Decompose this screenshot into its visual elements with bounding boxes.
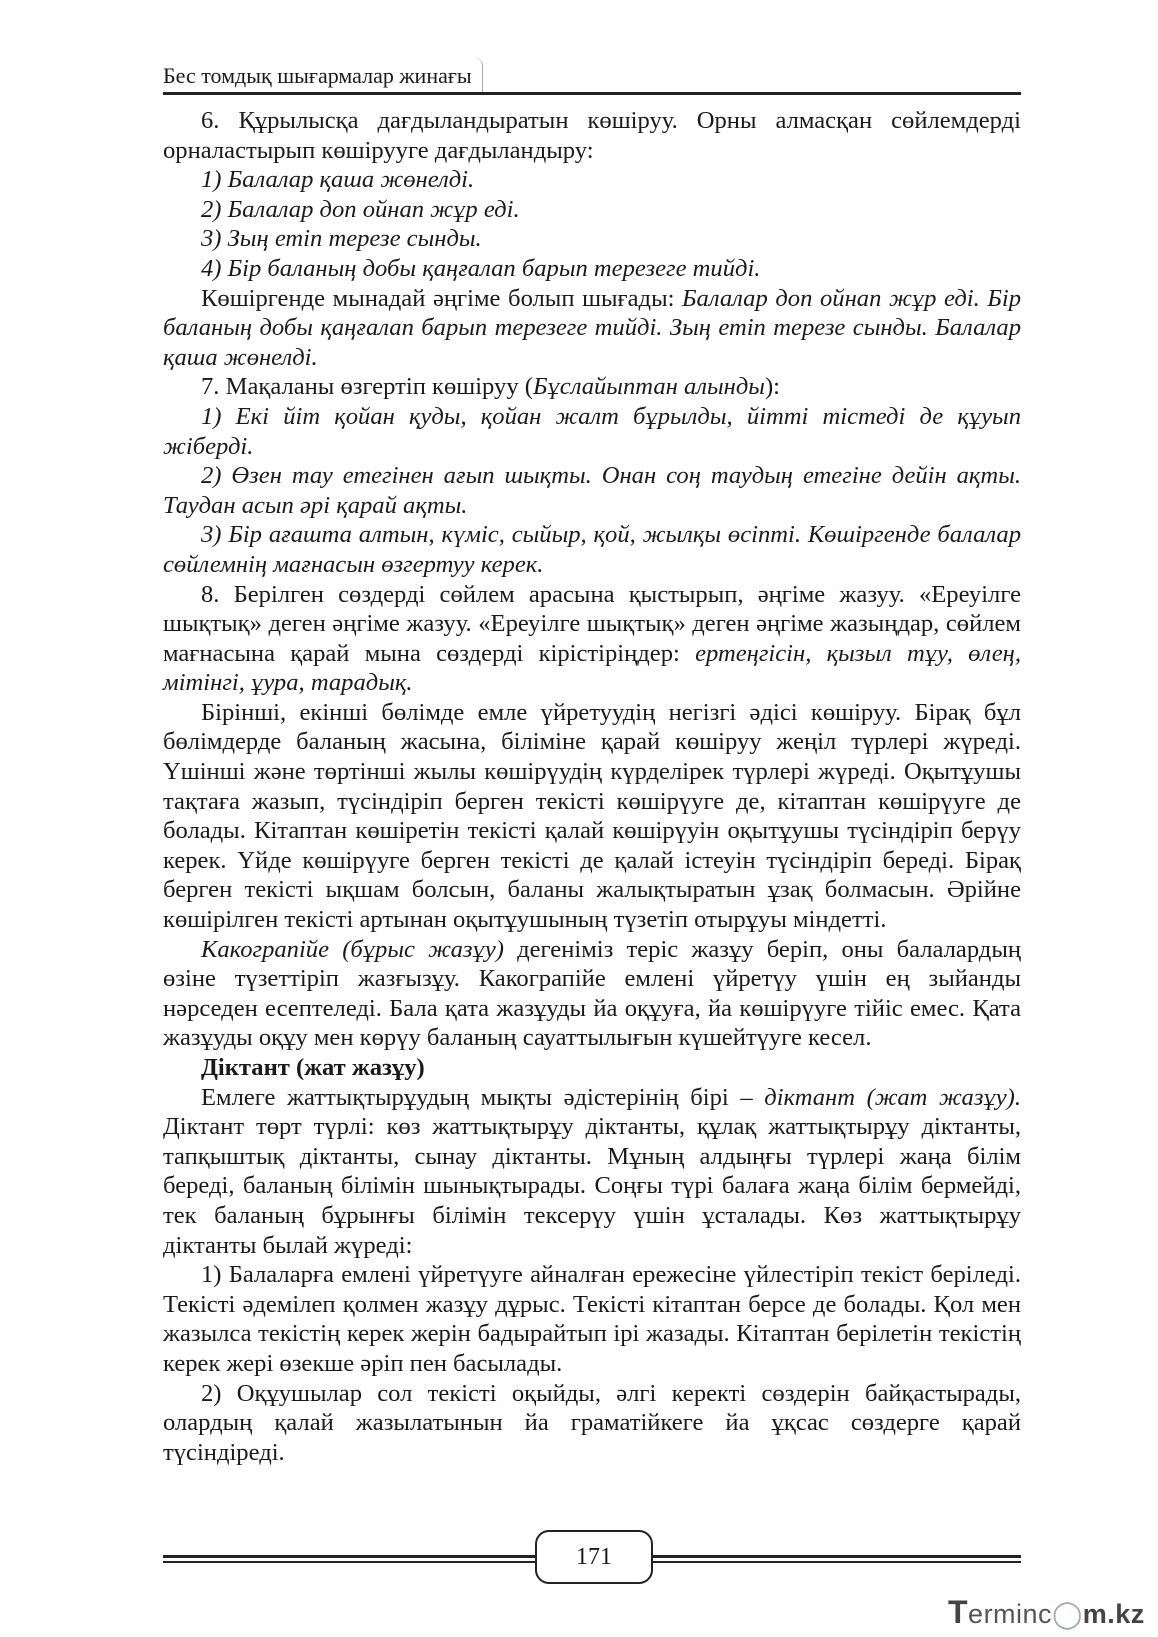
paragraph: Емлеге жаттықтырұудың мықты әдістерінің бірі – діктант (жат жазұу). Діктант төрт түрлі: көз жаттықтырұу діктанты, құлақ жаттықтырұу діктанты, тапқыштық діктанты, сынау діктанты. Мұның алдыңғы түрлері жаңа білім береді, баланың білімін шынықтырады. Соңғы түрі балаға жаңа білім бермейді, тек баланың бұрынғы білімін тексерүу үшін ұсталады. Көз жаттықтырұу діктанты былай жүреді: — [163, 1083, 1021, 1259]
footer — [163, 1530, 1021, 1590]
section-heading: Діктант (жат жазұу) — [201, 1054, 425, 1081]
example-item: 1) Екі йіт қойан қуды, қойан жалт бұрылды, йітті тістеді де құуып жіберді. — [163, 402, 1021, 460]
watermark-logo: Terminc◯m.kz — [948, 1594, 1145, 1630]
paragraph: 6. Құрылысқа дағдыландыратын көшіруу. Орны алмасқан сөйлемдерді орналастырып көшірууге дағдыландыру: — [163, 107, 1021, 164]
body-text — [163, 106, 1021, 1467]
italic-text: діктант (жат жазұу). — [764, 1083, 1021, 1111]
footer-rule — [649, 1555, 1021, 1558]
example-item: 3) Бір ағашта алтын, күміс, сыйыр, қой, жылқы өсіпті. Көшіргенде балалар сөйлемнің мағнасын өзгертуу керек. — [163, 521, 1021, 578]
example-item: 2) Балалар доп ойнап жұр еді. — [201, 195, 520, 223]
italic-text: ертеңгісін, қызыл тұу, өлең, мітінгі, ұура, тарадық. — [163, 639, 1021, 697]
paragraph: 7. Мақаланы өзгертіп көшіруу (Бұслайыптан алынды): — [201, 373, 780, 401]
page-number: 171 — [535, 1530, 653, 1584]
example-item: 2) Өзен тау етегінен ағып шықты. Онан соң таудың етегіне дейін ақты. Таудан асып әрі қарай ақты. — [163, 462, 1021, 519]
italic-text: Балалар доп ойнап жұр еді. Бір баланың добы қаңғалап барып терезеге тийді. Зың етіп терезе сынды. Балалар қаша жөнелді. — [163, 284, 1021, 371]
paragraph: 2) Оқұушылар сол текісті оқыйды, әлгі керекті сөздерін байқастырады, олардың қалай жазылатынын йа граматійкеге йа ұқсас сөздерге қарай түсіндіреді. — [163, 1379, 1021, 1466]
footer-rule — [649, 1561, 1021, 1563]
paragraph: 1) Балаларға емлені үйретүуге айналған ережесіне үйлестіріп текіст беріледі. Текісті әдемілеп қолмен жазұу дұрыс. Текісті кітаптан берсе де болады. Қол мен жазылса текістің керек жерін бадырайтып ірі жазады. Кітаптан берілетін текістің керек жері өзекше әріп пен басылады. — [163, 1261, 1021, 1377]
example-item: 4) Бір баланың добы қаңғалап барып терезеге тийді. — [201, 254, 761, 282]
example-item: 1) Балалар қаша жөнелді. — [201, 166, 475, 194]
footer-rule — [163, 1561, 535, 1563]
paragraph: Бірінші, екінші бөлімде емле үйретуудің негізгі әдісі көшіруу. Бірақ бұл бөлімдерде баланың жасына, біліміне қарай көшіруу жеңіл түрлері жүреді. Үшінші және төртінші жылы көшірүудің күрделірек түрлері жүреді. Оқытұушы тақтаға жазып, түсіндіріп берген текісті көшірүуге де, кітаптан көшірүуге де болады. Кітаптан көшіретін текісті қалай көшірүуін оқытұушы түсіндіріп берүу керек. Үйде көшірүуге берген текісті де қалай істеуін түсіндіріп береді. Бірақ берген текісті ықшам болсын, баланы жалықтыратын ұзақ болмасын. Әрійне көшірілген текісті артынан оқытұушының түзетіп отырұуы міндетті. — [163, 698, 1021, 934]
paragraph: 8. Берілген сөздерді сөйлем арасына қыстырып, әңгіме жазуу. «Ереуілге шықтық» деген әңгіме жазуу. «Ереуілге шықтық» деген әңгіме жазыңдар, сөйлем мағнасына қарай мына сөздерді кірістіріңдер: ертеңгісін, қызыл тұу, өлең, мітінгі, ұура, тарадық. — [163, 580, 1021, 697]
magnifier-icon: ◯ — [1052, 1599, 1083, 1629]
paragraph: Какограпійе (бұрыс жазұу) дегеніміз теріс жазұу беріп, оны балалардың өзіне түзеттіріп жазғызұу. Какограпійе емлені үйретүу үшін ең зыйанды нәрседен есептеледі. Бала қата жазұуды йа оқұуға, йа көшірүуге тійіс емес. Қата жазұуды оқұу мен көрүу баланың сауаттылығын күшейтүуге кесел. — [163, 935, 1021, 1052]
header-rule — [163, 92, 1021, 95]
italic-text: Какограпійе (бұрыс жазұу) — [201, 935, 504, 963]
running-header: Бес томдық шығармалар жинағы — [163, 58, 483, 94]
footer-rule — [163, 1555, 535, 1558]
example-item: 3) Зың етіп терезе сынды. — [201, 225, 482, 253]
paragraph: Көшіргенде мынадай әңгіме болып шығады: Балалар доп ойнап жұр еді. Бір баланың добы қаңғалап барып терезеге тийді. Зың етіп терезе сынды. Балалар қаша жөнелді. — [163, 284, 1021, 371]
italic-text: Бұслайыптан алынды — [532, 373, 765, 401]
